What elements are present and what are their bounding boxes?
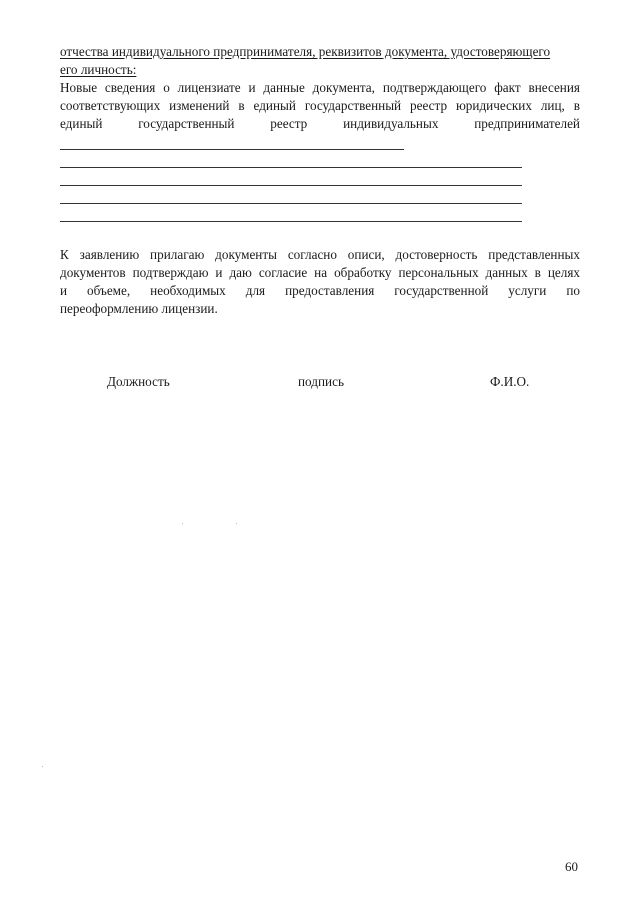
page-number: 60 [565,859,578,874]
attachment-line-3: и объеме, необходимых для предоставления государственной услуги по [60,283,580,298]
scan-speck [236,523,237,524]
intro-line-2: его личность: [60,62,137,77]
intro-line-1: отчества индивидуального предпринимателя, реквизитов документа, удостоверяющего [60,44,551,59]
fill-line-4 [60,203,522,204]
new-info-line-1: Новые сведения о лицензиате и данные документа, подтверждающего факт внесения [60,80,580,95]
full-name-label: Ф.И.О. [490,374,530,389]
signature-label: подпись [298,374,344,389]
scan-speck [42,766,43,767]
scan-speck [182,523,183,524]
fill-line-2 [60,167,522,168]
new-info-line-3: единый государственный реестр индивидуальных предпринимателей [60,116,580,131]
position-label: Должность [107,374,170,389]
new-info-paragraph [60,79,580,133]
attachment-line-2: документов подтверждаю и даю согласие на обработку персональных данных в целях [60,265,580,280]
attachment-line-4: переоформлению лицензии. [60,301,218,316]
attachment-paragraph [60,246,580,318]
fill-line-3 [60,185,522,186]
fill-line-5 [60,221,522,222]
intro-paragraph [60,43,580,79]
fill-line-1 [60,149,404,150]
attachment-line-1: К заявлению прилагаю документы согласно описи, достоверность представленных [60,247,580,262]
new-info-line-2: соответствующих изменений в единый государственный реестр юридических лиц, в [60,98,580,113]
